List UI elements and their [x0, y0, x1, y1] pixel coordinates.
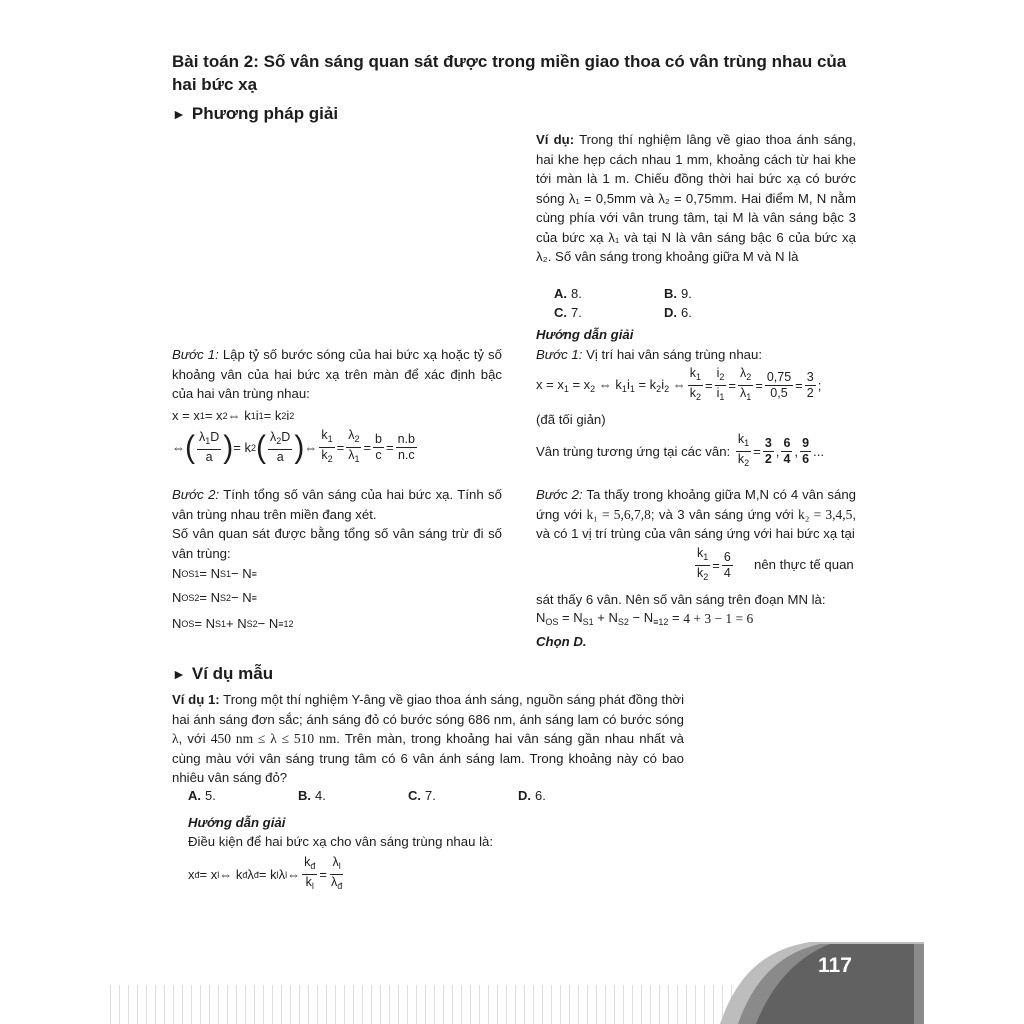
page-title: Bài toán 2: Số vân sáng quan sát được trong miền giao thoa có vân trùng nhau của hai bức xạ: [172, 52, 847, 94]
right-final-equation: $N_{OS} = N_{S1} + N_{S2} - N_{\equiv 12}$ = 4 + 3 − 1 = 6: [536, 610, 754, 627]
choice-a: A. 8.: [554, 286, 582, 301]
choice-b: B. 9.: [664, 286, 692, 301]
right-answer: Chọn D.: [536, 634, 587, 649]
right-example: Ví dụ: Trong thí nghiệm lâng về giao thoa ánh sáng, hai khe hẹp cách nhau 1 mm, khoảng cách từ hai khe tới màn là 1 m. Chiếu đồng thời hai bức xạ có bước sóng λ₁ = 0,5mm và λ₂ = 0,75mm. Hai điểm M, N nằm cùng phía với vân trung tâm, tại M là vân sáng bậc 3 của bức xạ λ₁ và tại N là vân sáng bậc 6 của bức xạ λ₂. Số vân sáng trong khoảng giữa M và N là: [536, 132, 856, 264]
ex1-condition: Điều kiện để hai bức xạ cho vân sáng trùng nhau là:: [188, 834, 494, 849]
page-tab-decoration: [690, 940, 924, 1024]
left-step2: Bước 2: Tính tổng số vân sáng của hai bức xạ. Tính số vân trùng nhau trên miền đang xét. Số vân quan sát được bằng tổng số vân sáng trừ đi số vân trùng:: [172, 487, 502, 561]
left-eq-nos: N OS = N S1 + N S2 − N ≡12: [172, 616, 294, 631]
right-guide-heading: Hướng dẫn giải: [536, 327, 634, 342]
page-number: 117: [818, 954, 852, 977]
coincide-line: Vân trùng tương ứng tại các vân: $\frac{k_1}{k_2}$ = $\frac{3}{2}$ , $\frac{6}{4}$ , $\frac{9}{6}$ ...: [536, 432, 825, 468]
right-step1-equation: $x = x_1 = x_2$ ⇔ $k_1i_1 = k_2i_2$ ⇔ $\frac{k_1}{k_2}$ = $\frac{i_2}{i_1}$ = $\frac{\lambda_2}{\lambda_1}$ = $\frac{0,75}{0,5}$ = $\frac{3}{2}$ ;: [536, 366, 822, 402]
left-eq-1: x = x 1 = x 2 ⇔ k 1 i 1 = k 2 i 2: [172, 408, 295, 423]
example1-text: Ví dụ 1: Trong một thí nghiệm Y-âng về giao thoa ánh sáng, nguồn sáng phát đồng thời hai ánh sáng đơn sắc; ánh sáng đỏ có bước sóng 686 nm, ánh sáng lam có bước sóng λ, với 450 nm ≤ λ ≤ 510 nm. Trên màn, trong khoảng hai vân sáng gần nhau nhất và cùng màu với vân sáng trung tâm có 6 vân ánh sáng lam. Trong khoảng này có bao nhiêu vân sáng đỏ?: [172, 692, 685, 785]
ex1-equation: x đ = x l ⇔ k đ λ đ = k l λ l ⇔ $\frac{k_đ}{k_l}$ = $\frac{\lambda_l}{\lambda_đ}$: [188, 855, 343, 891]
triangle-bullet-icon: ►: [172, 106, 186, 122]
ex1-choice-b: B. 4.: [298, 788, 326, 803]
ex1-choice-d: D. 6.: [518, 788, 546, 803]
step2-text-d-inline: nên thực tế quan: [754, 557, 854, 572]
step2-text-d: sát thấy 6 vân. Nên số vân sáng trên đoạn MN là:: [536, 592, 826, 607]
choice-c: C. 7.: [554, 305, 582, 320]
triangle-bullet-icon: ►: [172, 666, 186, 682]
ex1-choice-c: C. 7.: [408, 788, 436, 803]
left-eq-nos2: N OS2 = N S2 − N ≡: [172, 590, 257, 605]
choice-d: D. 6.: [664, 305, 692, 320]
reduced-note: (đã tối giản): [536, 412, 606, 427]
left-eq-2: ⇔ ( $\frac{\lambda_1D}{a}$ ) = k 2 ( $\frac{\lambda_2D}{a}$ ) ⇔ $\frac{k_1}{k_2}$ = $\frac{\lambda_2}{\lambda_1}$ = $\frac{b}{c}$ = $\frac{n.b}{n.c}$: [172, 428, 415, 465]
right-step1: Bước 1: Vị trí hai vân sáng trùng nhau:: [536, 347, 763, 362]
ex1-guide-heading: Hướng dẫn giải: [188, 815, 286, 830]
step2-fraction: $\frac{k_1}{k_2}$ = $\frac{6}{4}$: [697, 546, 731, 582]
left-eq-nos1: N OS1 = N S1 − N ≡: [172, 566, 257, 581]
section-heading-example: ► Ví dụ mẫu: [172, 664, 274, 683]
left-step1: Bước 1: Lập tỷ số bước sóng của hai bức xạ hoặc tỷ số khoảng vân của hai bức xạ trên màn để xác định bậc của hai vân trùng nhau:: [172, 347, 502, 401]
ex1-choice-a: A. 5.: [188, 788, 216, 803]
right-step2: Bước 2: Ta thấy trong khoảng giữa M,N có 4 vân sáng ứng với k₁ = 5,6,7,8; và 3 vân sáng ứng với k₂ = 3,4,5, và có 1 vị trí trùng của vân sáng ứng với hai bức xạ tại: [536, 487, 856, 541]
section-heading-method: ► Phương pháp giải: [172, 104, 339, 123]
